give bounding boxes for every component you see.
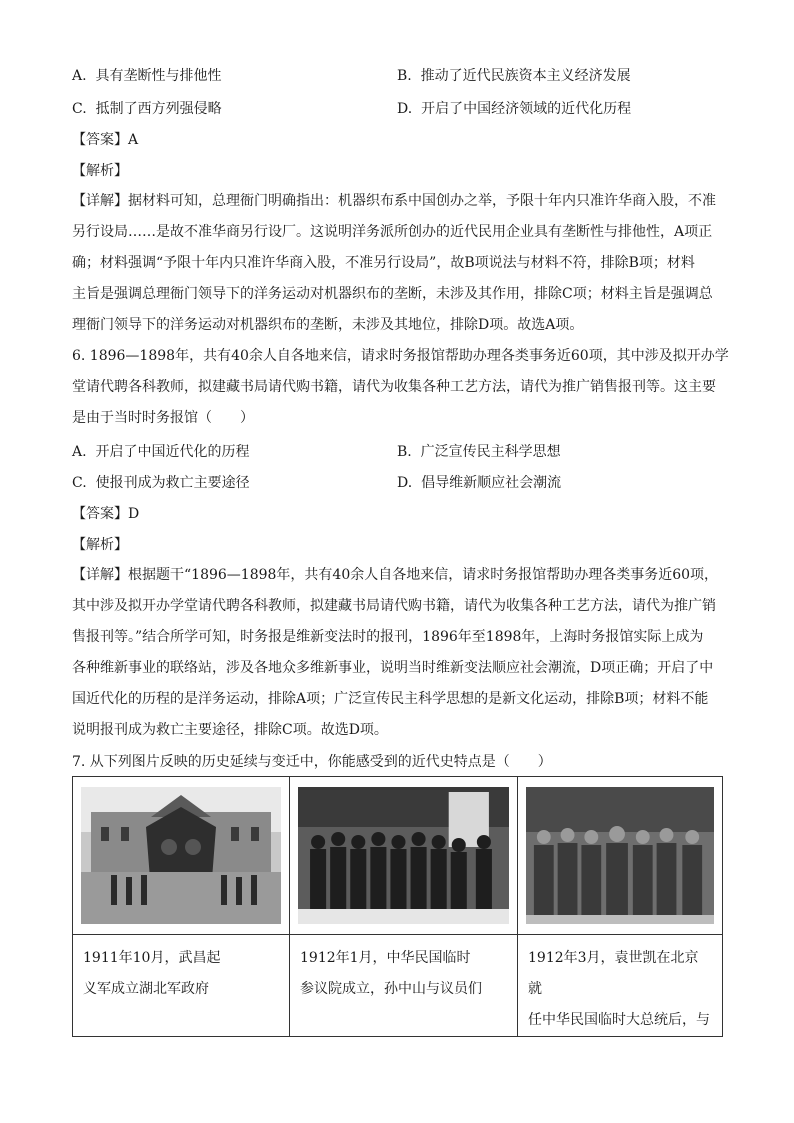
photo-cell-2 <box>290 777 518 935</box>
q5-analysis-label: 【解析】 <box>72 163 128 179</box>
q6-option-a: A. 开启了中国近代化的历程 <box>72 444 250 460</box>
q6-detail <box>72 560 724 746</box>
q5-answer: 【答案】A <box>72 132 139 148</box>
photo-cell-1 <box>73 777 290 935</box>
q5-option-d: D. 开启了中国经济领域的近代化历程 <box>397 101 632 117</box>
q6-option-c: C. 使报刊成为救亡主要途径 <box>72 475 250 491</box>
q6-detail-line: 说明报刊成为救亡主要途径，排除C项。故选D项。 <box>72 722 388 738</box>
caption-3: 1912年3月，袁世凯在北京就 任中华民国临时大总统后，与 <box>518 935 723 1037</box>
q5-detail-line: 理衙门领导下的洋务运动对机器织布的垄断，未涉及其地位，排除D项。故选A项。 <box>72 317 584 333</box>
photo-senate-sun-yat-sen <box>298 787 509 924</box>
q6-answer: 【答案】D <box>72 506 140 522</box>
q6-detail-line: 国近代化的历程的是洋务运动，排除A项；广泛宣传民主科学思想的是新文化运动，排除B项；材料不能 <box>72 691 709 707</box>
caption-2: 1912年1月，中华民国临时 参议院成立，孙中山与议员们 <box>290 935 518 1037</box>
q5-detail-line: 【详解】据材料可知，总理衙门明确指出：机器织布系中国创办之举，予限十年内只准许华商入股，不准 <box>72 193 716 209</box>
photo-hubei-military-government <box>81 787 281 924</box>
q6-detail-line: 其中涉及拟开办学堂请代聘各科教师，拟建藏书局请代购书籍，请代为收集各种工艺方法，请代为推广销 <box>72 598 716 614</box>
q6-stem-line: 堂请代聘各科教师，拟建藏书局请代购书籍，请代为收集各种工艺方法，请代为推广销售报刊等。这主要 <box>72 379 716 395</box>
q6-detail-line: 【详解】根据题干“1896—1898年，共有40余人自各地来信，请求时务报馆帮助办理各类事务近60项， <box>72 567 719 583</box>
q7-photo-table <box>72 776 723 1037</box>
q5-option-b: B. 推动了近代民族资本主义经济发展 <box>397 68 631 84</box>
q6-option-b: B. 广泛宣传民主科学思想 <box>397 444 561 460</box>
photo-cell-3 <box>518 777 723 935</box>
q6-analysis-label: 【解析】 <box>72 537 128 553</box>
q6-stem-line: 6. 1896—1898年，共有40余人自各地来信，请求时务报馆帮助办理各类事务近60项，其中涉及拟开办学 <box>72 348 729 364</box>
q5-detail-line: 主旨是强调总理衙门领导下的洋务运动对机器织布的垄断，未涉及其作用，排除C项；材料主旨是强调总 <box>72 286 713 302</box>
q6-stem-line: 是由于当时时务报馆（ ） <box>72 410 254 426</box>
q5-detail <box>72 186 724 341</box>
q5-option-c: C. 抵制了西方列强侵略 <box>72 101 222 117</box>
q6-detail-line: 各种维新事业的联络站，涉及各地众多维新事业，说明当时维新变法顺应社会潮流，D项正确；开启了中 <box>72 660 714 676</box>
caption-1: 1911年10月，武昌起 义军成立湖北军政府 <box>73 935 290 1037</box>
q6-detail-line: 售报刊等。”结合所学可知，时务报是维新变法时的报刊，1896年至1898年，上海时务报馆实际上成为 <box>72 629 704 645</box>
q6-stem <box>72 341 729 434</box>
q5-detail-line: 另行设局……是故不准华商另行设厂。这说明洋务派所创办的近代民用企业具有垄断性与排他性，A项正 <box>72 224 713 240</box>
q6-option-d: D. 倡导维新顺应社会潮流 <box>397 475 562 491</box>
photo-yuan-shikai-inauguration <box>526 787 714 924</box>
q5-detail-line: 确；材料强调“予限十年内只准许华商入股，不准另行设局”，故B项说法与材料不符，排除B项；材料 <box>72 255 695 271</box>
q5-option-a: A. 具有垄断性与排他性 <box>72 68 222 84</box>
q7-stem: 7. 从下列图片反映的历史延续与变迁中，你能感受到的近代史特点是（ ） <box>72 754 552 770</box>
